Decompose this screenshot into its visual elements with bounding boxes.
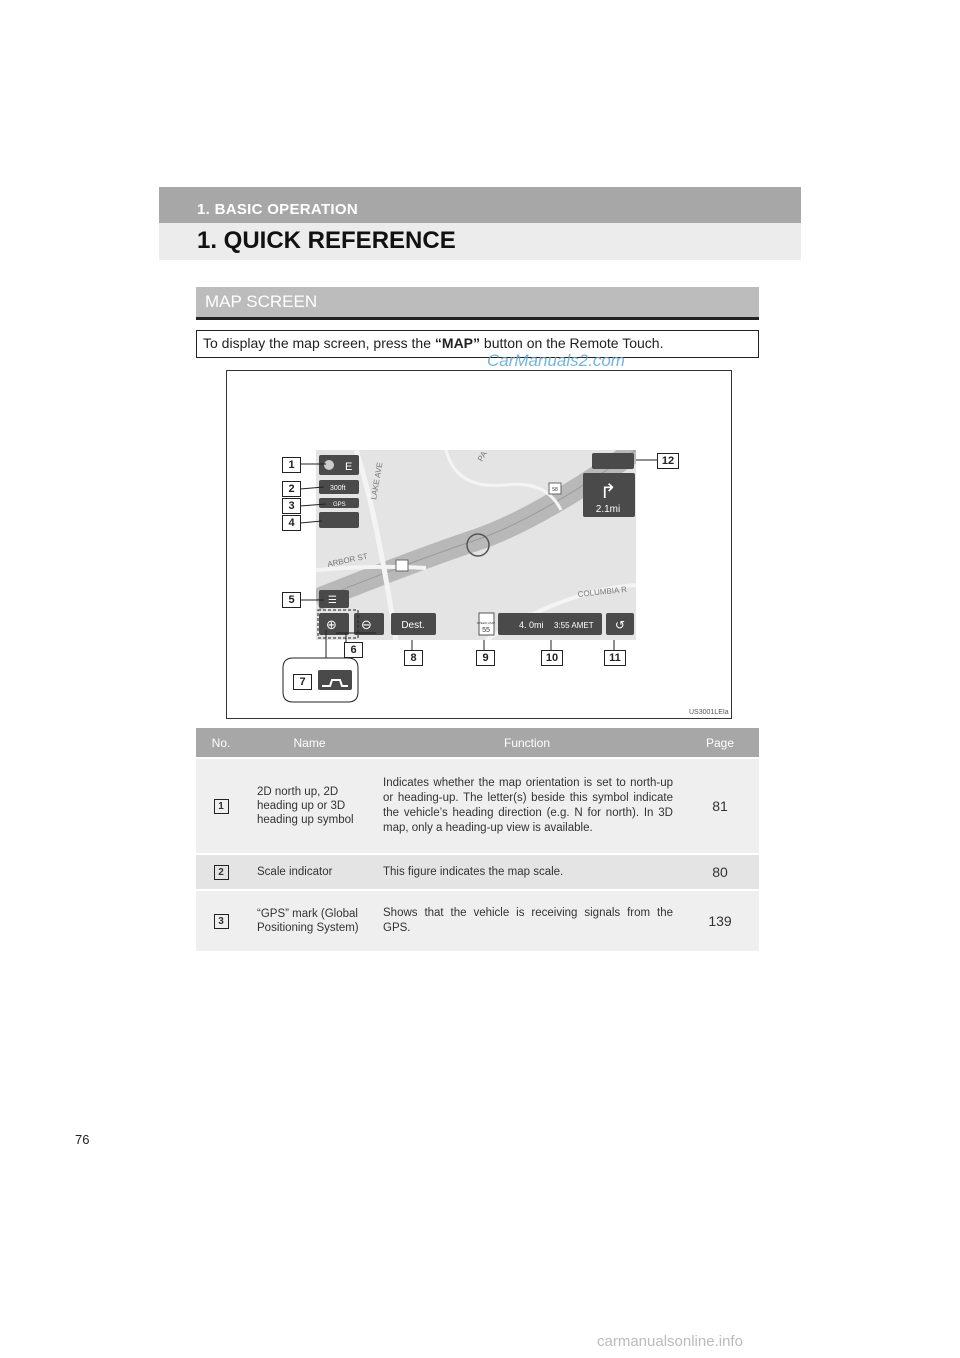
speed-limit-caption: SPEED LIMIT [476,621,496,625]
dest-label: Dest. [401,620,425,631]
zoom-out-icon: ⊖ [361,618,372,633]
col-header-function: Function [373,728,681,757]
row-name: “GPS” mark (Global Positioning System) [246,891,373,951]
row-function: Shows that the vehicle is receiving signals from the GPS. [373,891,681,951]
street-label: ARBOR ST [326,551,369,569]
callout-1: 1 [282,457,301,473]
callout-12: 12 [657,453,679,469]
row-name: Scale indicator [246,855,373,889]
col-header-no: No. [196,728,246,757]
col-header-page: Page [681,728,759,757]
callout-2: 2 [282,481,301,497]
intro-suffix: button on the Remote Touch. [480,335,664,351]
callout-6: 6 [344,642,363,658]
street-label: COLUMBIA R [577,584,628,599]
section-header [159,187,801,223]
page-number: 76 [75,1132,90,1147]
intro-button-name: “MAP” [434,335,481,351]
table-row [196,891,759,951]
speed-limit-value: 55 [482,627,490,634]
menu-icon: ☰ [328,595,337,606]
page-title: 1. QUICK REFERENCE [197,227,456,254]
row-number-badge: 1 [214,799,229,814]
turn-distance: 2.1mi [595,504,621,515]
row-page: 81 [681,759,759,853]
subsection-header [196,287,759,320]
callout-8: 8 [404,650,423,666]
intro-box [196,330,759,358]
remaining-distance: 4. 0mi [519,620,544,630]
row-function: Indicates whether the map orientation is set to north-up or heading-up. The letter(s) beside this symbol indicate the vehicle’s heading direction (e.g. N for north). In 3D map, only a heading-up view is available. [373,759,681,853]
callout-9: 9 [476,650,495,666]
orientation-letter: E [345,461,353,473]
table-header-row [196,728,759,757]
row-function: This figure indicates the map scale. [373,855,681,889]
reroute-icon: ↺ [614,618,626,632]
row-page: 80 [681,855,759,889]
intro-prefix: To display the map screen, press the [203,335,435,351]
table-row [196,759,759,853]
row-number-badge: 3 [214,914,229,929]
subsection-title: MAP SCREEN [205,292,318,311]
col-header-name: Name [246,728,373,757]
footer-watermark: carmanualsonline.info [597,1333,743,1350]
reference-table [196,728,759,951]
callout-3: 3 [282,498,301,514]
arrival-time: 3:55 AMET [554,621,594,630]
callout-5: 5 [282,592,301,608]
row-page: 139 [681,891,759,951]
scale-text: 300ft [330,485,346,492]
table-row [196,855,759,889]
callout-11: 11 [604,650,626,666]
turn-arrow-icon: ↱ [599,479,617,503]
street-label: LAKE AVE [369,461,385,501]
gps-text: GPS [333,502,346,508]
zoom-in-icon: ⊕ [326,618,337,633]
route-shield-number: 58 [552,487,558,493]
street-label: PA [475,450,489,463]
row-name: 2D north up, 2D heading up or 3D heading up symbol [246,759,373,853]
callout-10: 10 [541,650,563,666]
chapter-title-band [159,223,801,260]
row-number-badge: 2 [214,865,229,880]
callout-4: 4 [282,515,301,531]
intro-text [203,335,663,351]
section-title: 1. BASIC OPERATION [197,201,358,218]
watermark: CarManuals2.com [487,351,625,370]
figure-code: US3001LEIa [689,709,729,716]
callout-7: 7 [293,674,312,690]
